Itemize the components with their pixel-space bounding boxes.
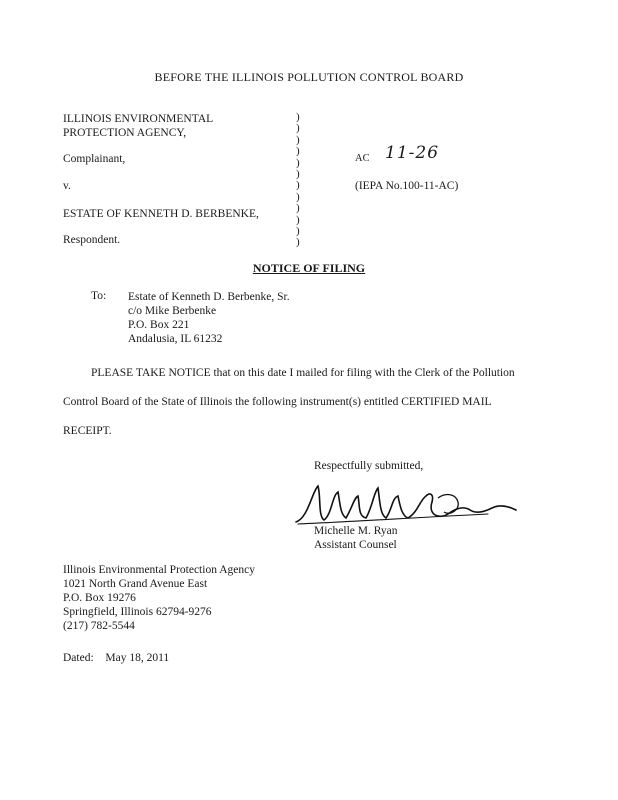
notice-body-line2: Control Board of the State of Illinois the following instrument(s) entitled CERTIFIED MAIL bbox=[63, 396, 492, 408]
agency-address-line: Illinois Environmental Protection Agency bbox=[63, 564, 255, 576]
signatory-name: Michelle M. Ryan bbox=[314, 525, 398, 537]
recipient-address-line: P.O. Box 221 bbox=[128, 319, 190, 331]
versus-label: v. bbox=[63, 180, 71, 192]
agency-address-line: Springfield, Illinois 62794-9276 bbox=[63, 606, 212, 618]
recipient-address-line: Estate of Kenneth D. Berbenke, Sr. bbox=[128, 291, 290, 303]
dated-label: Dated: bbox=[63, 652, 94, 664]
signatory-title: Assistant Counsel bbox=[314, 539, 397, 551]
notice-title: NOTICE OF FILING bbox=[252, 261, 366, 275]
complainant-role: Complainant, bbox=[63, 153, 126, 165]
dated-value: May 18, 2011 bbox=[105, 652, 170, 664]
respondent-name: ESTATE OF KENNETH D. BERBENKE, bbox=[63, 208, 259, 220]
recipient-address-line: c/o Mike Berbenke bbox=[128, 305, 217, 317]
complainant-name bbox=[63, 112, 213, 140]
ac-prefix: AC bbox=[355, 153, 370, 164]
recipient-address bbox=[128, 290, 290, 346]
complainant-name-line2: PROTECTION AGENCY, bbox=[63, 127, 187, 139]
to-label: To: bbox=[91, 290, 107, 302]
complainant-name-line1: ILLINOIS ENVIRONMENTAL bbox=[63, 113, 214, 125]
notice-body-line3: RECEIPT. bbox=[63, 425, 112, 437]
agency-address-line: P.O. Box 19276 bbox=[63, 592, 136, 604]
iepa-number: (IEPA No.100-11-AC) bbox=[355, 180, 459, 192]
agency-address-line: (217) 782-5544 bbox=[63, 620, 135, 632]
respondent-role: Respondent. bbox=[63, 234, 121, 246]
signatory-block bbox=[314, 524, 398, 552]
agency-address-line: 1021 North Grand Avenue East bbox=[63, 578, 208, 590]
closing-text: Respectfully submitted, bbox=[314, 460, 424, 472]
ac-number-handwritten: 11-26 bbox=[385, 143, 440, 163]
caption-parentheses: ) ) ) ) ) ) ) ) ) ) ) ) bbox=[296, 111, 300, 249]
notice-body-line1: PLEASE TAKE NOTICE that on this date I mailed for filing with the Clerk of the Pollution bbox=[91, 367, 515, 379]
recipient-address-line: Andalusia, IL 61232 bbox=[128, 333, 223, 345]
page-title: BEFORE THE ILLINOIS POLLUTION CONTROL BOARD bbox=[154, 70, 464, 84]
agency-address bbox=[63, 563, 255, 633]
dated-line bbox=[63, 652, 169, 664]
